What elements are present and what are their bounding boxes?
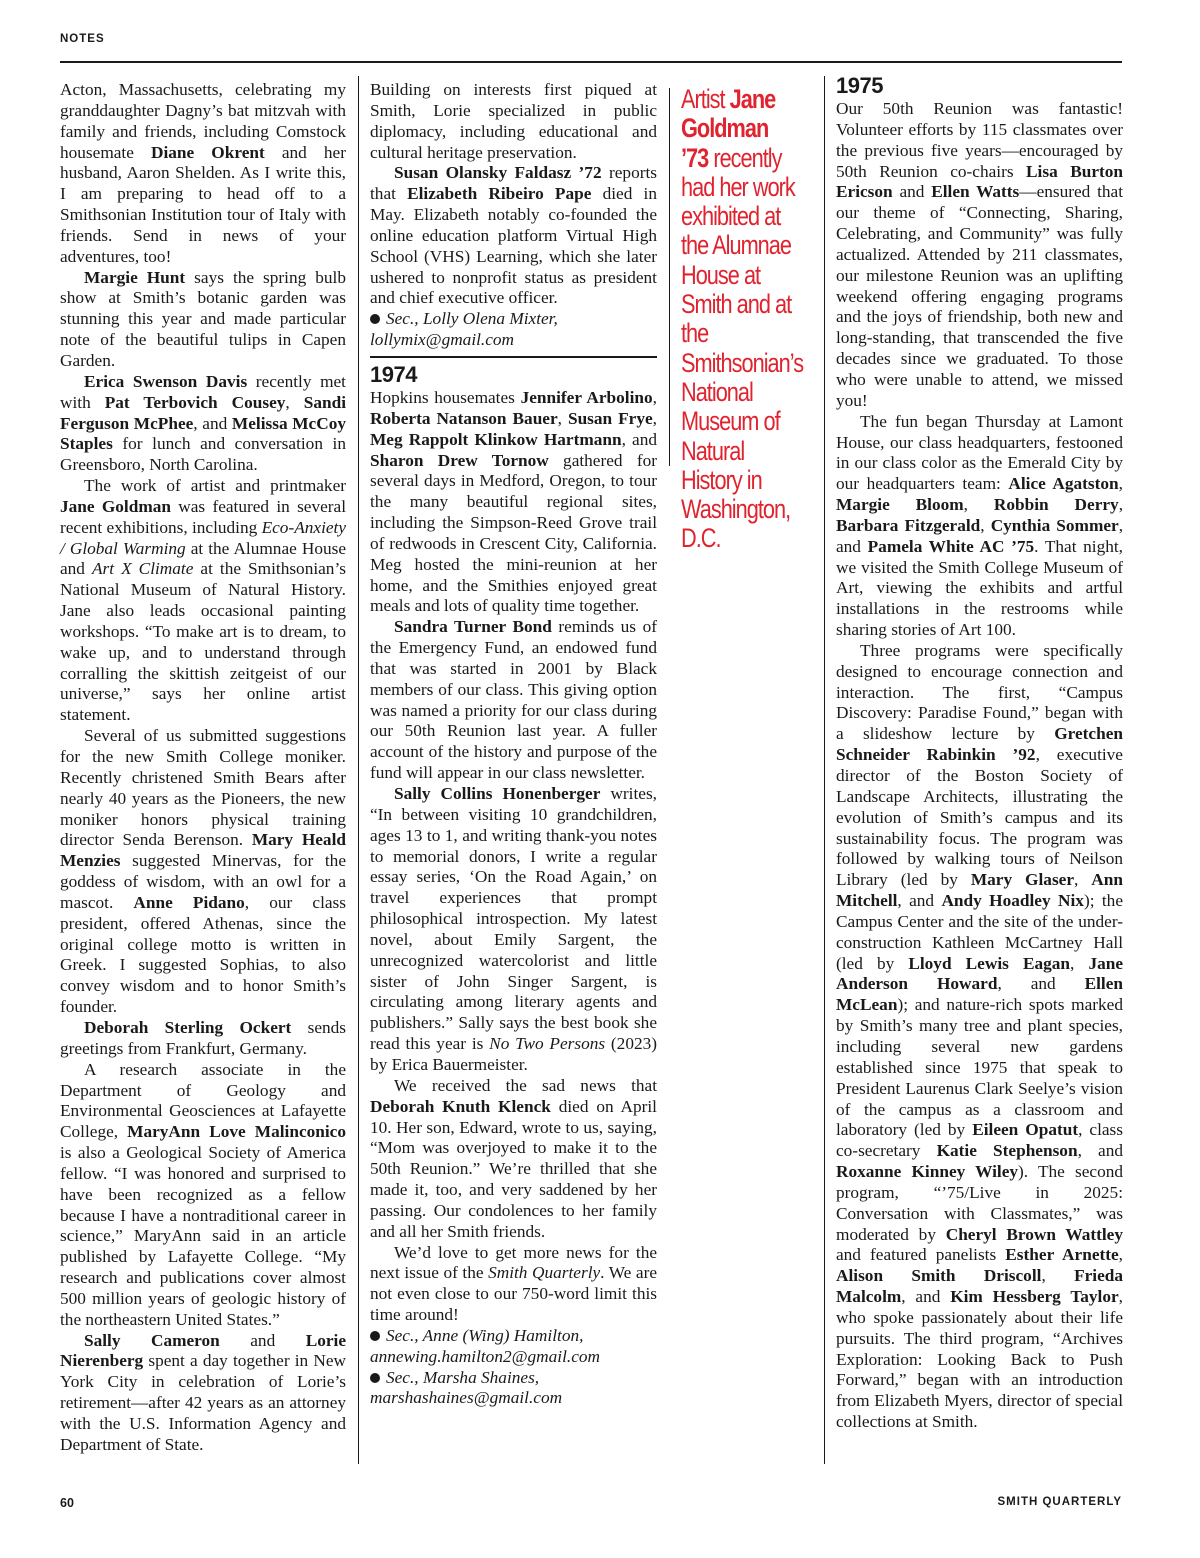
class-secretary: Sec., Lolly Olena Mixter, lollymix@gmail.com bbox=[370, 309, 558, 350]
paragraph: Three programs were specifically designed to encourage connection and interaction. The first, “Campus Discovery: Paradise Found,” began with a slideshow lecture by Gretchen Schneider Rabinkin ’92, executive director of the Boston Society of Landscape Architects, illustrating the evolution of Smith’s campus and its sustainability focus. The program was followed by walking tours of Neilson Library (led by Mary Glaser, Ann Mitchell, and Andy Hoadley Nix); the Campus Center and the site of the under-construction Kathleen McCartney Hall (led by Lloyd Lewis Eagan, Jane Anderson Howard, and Ellen McLean); and nature-rich spots marked by Smith’s many tree and plant species, including several new gardens established since 1975 that speak to President Laurenus Clark Seelye’s vision of the campus as a classroom and laboratory (led by Eileen Opatut, class co-secretary Katie Stephenson, and Roxanne Kinney Wiley). The second program, “’75/Live in 2025: Conversation with Classmates,” was moderated by Cheryl Brown Wattley and featured panelists Esther Arnette, Alison Smith Driscoll, Frieda Malcolm, and Kim Hessberg Taylor, who spoke passionately about their life pursuits. The third program, “Archives Exploration: Looking Back to Push Forward,” began with an introduction from Elizabeth Myers, director of special collections at Smith. bbox=[836, 640, 1124, 1432]
paragraph: Sally Collins Honenberger writes, “In between visiting 10 grandchildren, ages 13 to 1, and writing thank-you notes to memorial donors, I write a regular essay series, ‘On the Road Again,’ on travel experiences that prompt philosophical introspection. My latest novel, about Emily Sargent, the unrecognized watercolorist and little sister of John Singer Sargent, is circulating among literary agents and publishers.” Sally says the best book she read this year is No Two Persons (2023) by Erica Bauermeister. bbox=[370, 784, 658, 1074]
column-4 bbox=[836, 73, 1123, 1433]
class-year-heading: 1974 bbox=[370, 361, 417, 387]
class-secretary: Sec., Marsha Shaines, marshashaines@gmail.com bbox=[370, 1367, 563, 1408]
paragraph: Our 50th Reunion was fantastic! Volunteer efforts by 115 classmates over the previous five years—encouraged by 50th Reunion co-chairs Lisa Burton Ericson and Ellen Watts—ensured that our theme of “Connecting, Sharing, Celebrating, and Community” was fully actualized. Attended by 211 classmates, our milestone Reunion was an uplifting weekend offering engaging programs and the joys of friendship, both new and long-standing, that transcended the five decades since we graduated. To those who were unable to attend, we missed you! bbox=[836, 99, 1124, 410]
column-2 bbox=[370, 80, 657, 1409]
paragraph: A research associate in the Department of Geology and Environmental Geosciences at Lafayette College, MaryAnn Love Malinconico is also a Geological Society of America fellow. “I was honored and surprised to have been recognized as a fellow because I have a nontraditional career in science,” MaryAnn said in an article published by Lafayette College. “My research and publications cover almost 500 million years of geologic history of the northeastern United States.” bbox=[60, 1059, 346, 1329]
pullquote-divider bbox=[669, 88, 670, 466]
paragraph: The fun began Thursday at Lamont House, our class headquarters, festooned in our class color as the Emerald City by our headquarters team: Alice Agatston, Margie Bloom, Robbin Derry, Barbara Fitzgerald, Cynthia Sommer, and Pamela White AC ’75. That night, we visited the Smith College Museum of Art, viewing the exhibits and artful installations in the restrooms while sharing stories of Art 100. bbox=[836, 411, 1124, 640]
email-link[interactable]: lollymix@gmail.com bbox=[370, 330, 515, 350]
class-secretary: Sec., Anne (Wing) Hamilton, annewing.hamilton2@gmail.com bbox=[370, 1325, 600, 1366]
paragraph: Acton, Massachusetts, celebrating my granddaughter Dagny’s bat mitzvah with family and friends, including Comstock housemate Diane Okrent and her husband, Aaron Shelden. As I write this, I am preparing to head off to a Smithsonian Institution tour of Italy with friends. Send in news of your adventures, too! bbox=[60, 80, 346, 266]
paragraph: We’d love to get more news for the next issue of the Smith Quarterly. We are not even close to our 750-word limit this time around! bbox=[370, 1242, 657, 1325]
section-rule bbox=[370, 356, 657, 358]
class-year-heading: 1975 bbox=[836, 73, 883, 98]
paragraph: Deborah Sterling Ockert sends greetings from Frankfurt, Germany. bbox=[60, 1017, 346, 1058]
column-1 bbox=[60, 80, 346, 1456]
paragraph: Margie Hunt says the spring bulb show at Smith’s botanic garden was stunning this year and made particular note of the beautiful tulips in Capen Garden. bbox=[60, 267, 346, 370]
paragraph: We received the sad news that Deborah Knuth Klenck died on April 10. Her son, Edward, wrote to us, saying, “Mom was overjoyed to make it to the 50th Reunion.” We’re thrilled that she made it, too, and very saddened by her passing. Our condolences to her family and all her Smith friends. bbox=[370, 1075, 657, 1241]
paragraph: Several of us submitted suggestions for the new Smith College moniker. Recently christened Smith Bears after nearly 40 years as the Pioneers, the new moniker honors physical training director Senda Berenson. Mary Heald Menzies suggested Minervas, for the goddess of wisdom, with an owl for a mascot. Anne Pidano, our class president, offered Athenas, since the original college motto is written in Greek. I suggested Sophias, to also convey wisdom and to honor Smith’s founder. bbox=[60, 726, 346, 1017]
bullet-icon bbox=[370, 1331, 380, 1341]
header-rule bbox=[60, 61, 1122, 63]
column-divider bbox=[824, 76, 825, 1464]
email-link[interactable]: annewing.hamilton2@gmail.com bbox=[370, 1346, 600, 1366]
paragraph: The work of artist and printmaker Jane Goldman was featured in several recent exhibitions, including Eco-Anxiety / Global Warming at the Alumnae House and Art X Climate at the Smithsonian’s National Museum of Natural History. Jane also leads occasional painting workshops. “To make art is to dream, to wake up, and to understand through corralling the skittish zeitgeist of our universe,” says her online artist statement. bbox=[60, 476, 347, 725]
paragraph: Erica Swenson Davis recently met with Pat Terbovich Cousey, Sandi Ferguson McPhee, and Melissa McCoy Staples for lunch and conversation in Greensboro, North Carolina. bbox=[60, 371, 347, 475]
bullet-icon bbox=[370, 1373, 380, 1383]
paragraph: Susan Olansky Faldasz ’72 reports that Elizabeth Ribeiro Pape died in May. Elizabeth notably co-founded the online education platform Virtual High School (VHS) Learning, which she later ushered to nonprofit status as president and chief executive officer. bbox=[370, 163, 657, 308]
paragraph: Sandra Turner Bond reminds us of the Emergency Fund, an endowed fund that was started in 2001 by Black members of our class. This giving option was named a priority for our class during our 50th Reunion last year. A fuller account of the history and purpose of the fund will appear in our class newsletter. bbox=[370, 617, 657, 783]
email-link[interactable]: marshashaines@gmail.com bbox=[370, 1388, 563, 1408]
paragraph: Sally Cameron and Lorie Nierenberg spent a day together in New York City in celebration of Lorie’s retirement—after 42 years as an attorney with the U.S. Information Agency and Department of State. bbox=[60, 1330, 346, 1454]
publication-name: SMITH QUARTERLY bbox=[997, 1496, 1122, 1508]
pull-quote: Artist Jane Goldman ’73 recently had her work exhibited at the Alumnae House at Smith and at the Smithsonian’s National Museum of Natural History in Washington, D.C. bbox=[681, 84, 804, 554]
section-label: NOTES bbox=[60, 33, 105, 45]
column-divider bbox=[358, 76, 359, 1464]
paragraph: Building on interests first piqued at Smith, Lorie specialized in public diplomacy, including educational and cultural heritage preservation. bbox=[370, 80, 657, 162]
paragraph: Hopkins housemates Jennifer Arbolino, Roberta Natanson Bauer, Susan Frye, Meg Rappolt Klinkow Hartmann, and Sharon Drew Tornow gathered for several days in Medford, Oregon, to tour the many beautiful regional sites, including the Simpson-Reed Grove trail of redwoods in Crescent City, California. Meg hosted the mini-reunion at her home, and the Smithies enjoyed great meals and lots of quality time together. bbox=[370, 387, 657, 616]
bullet-icon bbox=[370, 314, 380, 324]
page-number: 60 bbox=[60, 1496, 74, 1510]
